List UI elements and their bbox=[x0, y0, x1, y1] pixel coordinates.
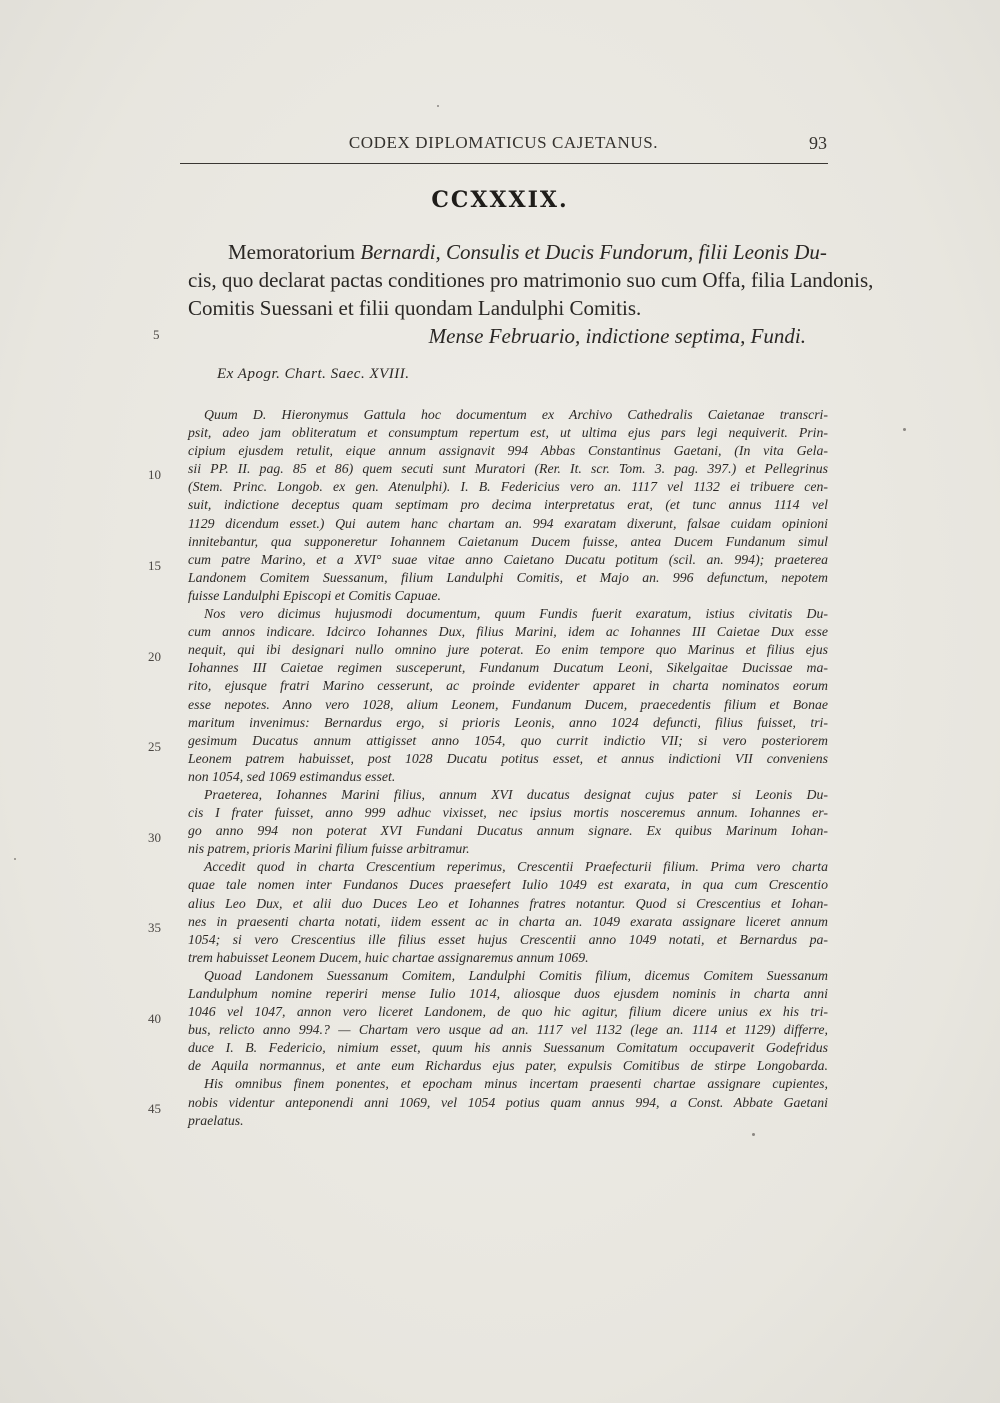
commentary-line: non 1054, sed 1069 estimandus esset. bbox=[188, 768, 396, 784]
commentary-line: fuisse Landulphi Episcopi et Comitis Capuae. bbox=[188, 587, 441, 603]
document-summary bbox=[188, 238, 874, 350]
commentary bbox=[188, 406, 828, 1130]
commentary-line: Iohannes III Caietae regimen susceperunt, Fundanum Ducatum Leoni, Sikelgaitae Ducissae ma- bbox=[188, 660, 828, 676]
commentary-line: cum annos indicare. Idcirco Iohannes Dux, filius Marini, idem ac Iohannes III Caietae Dux esse bbox=[188, 624, 828, 640]
commentary-line: nequit, qui ibi designari nullo omnino jure poterat. Eo enim tempore quo Marinus et filius ejus bbox=[188, 642, 828, 658]
commentary-line: cum patre Marino, et a XVI° suae vitae anno Caietano Ducatu potitum (scil. an. 994); praeterea bbox=[188, 551, 828, 567]
commentary-line: duce I. B. Federicio, nimium esset, quum his annis Suessanum Comitatum occupaverit Godefridus bbox=[188, 1040, 828, 1056]
document-number: CCXXXIX. bbox=[431, 187, 569, 213]
commentary-line: nobis videntur anteponendi anni 1069, vel 1054 potius quam annus 994, a Const. Abbate Gaetani bbox=[188, 1094, 828, 1110]
summary-line bbox=[188, 238, 828, 266]
page-header bbox=[180, 133, 827, 157]
commentary-line: Leonem patrem habuisset, post 1028 Ducatu potitus esset, et annus indictioni VII conveniens bbox=[188, 750, 828, 766]
commentary-line: 1046 vel 1047, annon vero liceret Landonem, de quo hic agitur, filium dicere unius ex his tri- bbox=[188, 1004, 828, 1020]
commentary-line: esse nepotes. Anno vero 1028, alium Leonem, Fundanum Ducem, praecedentis filium et Bonae bbox=[188, 696, 828, 712]
commentary-line: 1054; si vero Crescentius ille filius esset hujus Crescentii anno 1049 notati, et Bernardus pa- bbox=[188, 931, 828, 947]
paper-speck bbox=[14, 858, 16, 860]
paper-speck bbox=[903, 428, 906, 431]
commentary-line: nes in praesenti charta notati, iidem essent ac in charta an. 1049 exarata assignare liceret annum bbox=[188, 913, 828, 929]
line-number: 45 bbox=[148, 1101, 161, 1116]
commentary-line: alius Leo Dux, et alii duo Duces Leo et Iohannes fratres notantur. Quod si Crescentius et Iohan- bbox=[188, 895, 828, 911]
summary-line: cis, quo declarat pactas conditiones pro matrimonio suo cum Offa, filia Landonis, bbox=[188, 268, 874, 292]
page-number: 93 bbox=[809, 133, 827, 153]
summary-line-upright: Memoratorium bbox=[228, 240, 361, 264]
commentary-line: gesimum Ducatus annum attigisset anno 1054, quo currit indictio VII; si vero posteriorem bbox=[188, 732, 828, 748]
commentary-line: His omnibus finem ponentes, et epocham minus incertam praesenti chartae assignare cupientes, bbox=[204, 1076, 828, 1092]
commentary-line: psit, adeo jam obliteratum et consumptum repertum est, ut ultima ejus pars legi nequiverit. Prin- bbox=[188, 425, 828, 441]
source-note: Ex Apogr. Chart. Saec. XVIII. bbox=[217, 366, 410, 382]
commentary-line: sii PP. II. pag. 85 et 86) quem secuti sunt Muratori (Rer. It. scr. Tom. 3. pag. 397.) et Pellegrinus bbox=[188, 461, 828, 477]
commentary-line: Quum D. Hieronymus Gattula hoc documentum ex Archivo Cathedralis Caietanae transcri- bbox=[204, 407, 828, 422]
paper-speck bbox=[437, 105, 439, 107]
line-number: 40 bbox=[148, 1011, 161, 1026]
commentary-line: trem habuisset Leonem Ducem, huic chartae assignaremus annum 1069. bbox=[188, 949, 589, 965]
summary-line-italic: Bernardi, Consulis et Ducis Fundorum, filii Leonis Du- bbox=[360, 240, 827, 264]
commentary-line: cis I frater fuisset, anno 999 adhuc vixisset, nec ipsius mortis nosceremus annum. Iohannes er- bbox=[188, 805, 828, 821]
commentary-line: praelatus. bbox=[188, 1112, 244, 1128]
commentary-line: Landonem Comitem Suessanum, filium Landulphi Comitis, et Majo an. 996 defunctum, nepotem bbox=[188, 569, 828, 585]
commentary-line: innitebantur, qua supponeretur Iohannem Caietanum Ducem fuisse, antea Ducem Fundanum simul bbox=[188, 533, 828, 549]
commentary-line: rito, ejusque fratri Marino cesserunt, ac proinde evidenter apparet in charta nominatos eorum bbox=[188, 678, 828, 694]
commentary-line: nis patrem, prioris Marini filium fuisse arbitramur. bbox=[188, 841, 470, 857]
line-number: 15 bbox=[148, 558, 161, 573]
running-title: CODEX DIPLOMATICUS CAJETANUS. bbox=[348, 133, 659, 152]
commentary-line: Quoad Landonem Suessanum Comitem, Landulphi Comitis filium, dicemus Comitem Suessanum bbox=[204, 967, 828, 983]
commentary-line: maritum invenimus: Bernardus ergo, si prioris Leonis, anno 1024 defuncti, filius fuisset, tri- bbox=[188, 714, 828, 730]
header-rule bbox=[180, 163, 828, 164]
line-number: 20 bbox=[148, 649, 161, 664]
commentary-line: go anno 994 non poterat XVI Fundani Ducatus annum signare. Ex quibus Marinum Iohan- bbox=[188, 823, 828, 839]
summary-line: Comitis Suessani et filii quondam Landulphi Comitis. bbox=[188, 296, 642, 320]
line-number: 10 bbox=[148, 467, 161, 482]
commentary-line: Landulphum nomine reperiri mense Iulio 1014, aliosque duos ejusdem nominis in charta anni bbox=[188, 986, 828, 1001]
commentary-line: Nos vero dicimus hujusmodi documentum, quum Fundis fuerit exaratum, istius civitatis Du- bbox=[204, 606, 828, 622]
commentary-line: bus, relicto anno 994.? — Chartam vero usque ad an. 1117 vel 1132 (lege an. 1114 et 1129) differre, bbox=[188, 1022, 828, 1038]
commentary-line: suit, indictione deceptus quam septimam pro decima interpretatus erat, (et tunc annus 1114 vel bbox=[188, 497, 828, 513]
commentary-line: Accedit quod in charta Crescentium reperimus, Crescentii Praefecturii filium. Prima vero charta bbox=[204, 859, 828, 875]
line-number: 30 bbox=[148, 830, 161, 845]
line-number: 25 bbox=[148, 739, 161, 754]
commentary-line: de Aquila normannus, et ante eum Richardus ejus pater, expulsis Comitibus de stirpe Longobarda. bbox=[188, 1058, 828, 1074]
commentary-line: cipium ejusdem retulit, eique annum assignavit 994 Abbas Constantinus Gaetani, (In vita Gela- bbox=[188, 443, 828, 459]
paper-speck bbox=[752, 1133, 755, 1136]
commentary-line: 1129 dicendum esset.) Qui autem hanc chartam an. 994 exaratam dixerunt, falsae cuidam opinioni bbox=[188, 515, 828, 531]
commentary-line: quae tale nomen inter Fundanos Duces praesefert Iulio 1049 est exarata, in qua cum Crescentio bbox=[188, 877, 828, 893]
summary-date: Mense Februario, indictione septima, Fundi. bbox=[428, 324, 806, 348]
line-number: 5 bbox=[153, 327, 160, 342]
commentary-line: (Stem. Princ. Longob. ex gen. Atenulphi). I. B. Federicius vero an. 1117 vel 1132 ei tribuere cen- bbox=[188, 479, 828, 495]
commentary-line: Praeterea, Iohannes Marini filius, annum XVI ducatus designat cujus pater si Leonis Du- bbox=[204, 786, 828, 802]
line-number: 35 bbox=[148, 920, 161, 935]
